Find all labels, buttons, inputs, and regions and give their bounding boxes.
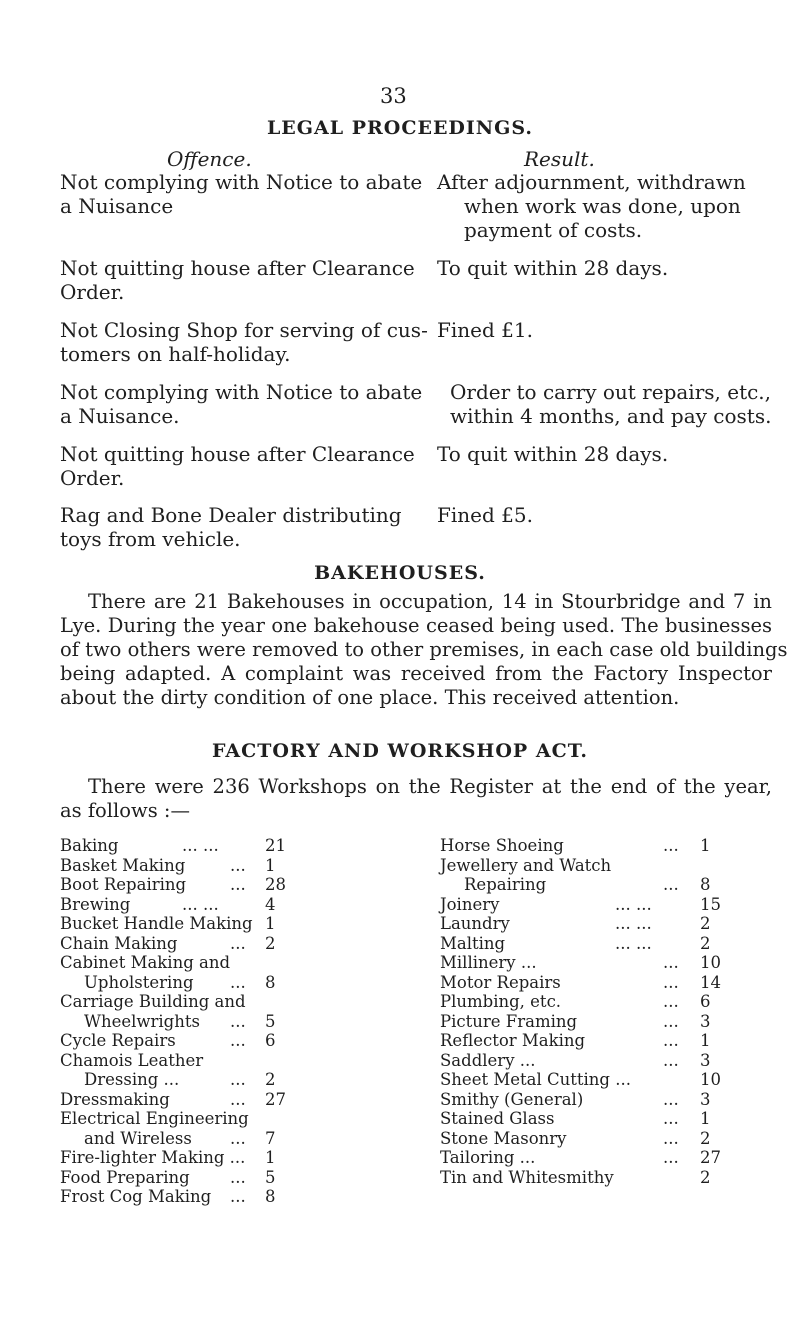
workshop-count: 4 xyxy=(265,894,276,914)
legal-proceedings-heading: LEGAL PROCEEDINGS. xyxy=(266,117,534,139)
workshop-row xyxy=(60,856,350,876)
workshop-count: 2 xyxy=(265,933,276,953)
workshop-row xyxy=(440,934,740,954)
workshop-row xyxy=(60,895,350,915)
case-4-result xyxy=(450,380,790,428)
workshop-type: Tailoring ... xyxy=(440,1148,536,1167)
workshop-row xyxy=(440,953,740,973)
workshop-row xyxy=(440,1012,740,1032)
text-line: Order to carry out repairs, etc., xyxy=(450,380,772,404)
workshop-row xyxy=(60,1070,350,1090)
workshop-count: 2 xyxy=(700,1167,711,1187)
workshop-type: Stained Glass xyxy=(440,1109,555,1128)
case-3-offence xyxy=(60,318,430,366)
workshop-count: 2 xyxy=(700,1128,711,1148)
leader-dots: ... xyxy=(230,1187,246,1206)
case-5-result xyxy=(437,442,777,466)
workshop-type: Dressmaking xyxy=(60,1089,170,1109)
workshop-type: Bucket Handle Making xyxy=(60,914,253,933)
workshop-type: Chamois Leather xyxy=(60,1050,204,1070)
workshop-row xyxy=(440,1051,740,1071)
leader-dots: ... ... xyxy=(182,894,219,914)
text-line: as follows :— xyxy=(60,799,190,822)
workshop-row xyxy=(60,1090,350,1110)
text-line: There are 21 Bakehouses in occupation, 14 in Stourbridge and 7 in xyxy=(88,590,772,613)
workshop-row xyxy=(440,1090,740,1110)
text-line: Fined £1. xyxy=(437,318,533,342)
leader-dots: ... xyxy=(663,1089,679,1109)
leader-dots: ... xyxy=(663,1109,679,1128)
workshop-type: Sheet Metal Cutting ... xyxy=(440,1070,631,1089)
workshop-row xyxy=(440,836,740,856)
leader-dots: ... xyxy=(230,1011,246,1031)
workshop-type: Reflector Making xyxy=(440,1031,586,1050)
workshop-type: Dressing ... xyxy=(84,1070,180,1089)
workshop-type: Picture Framing xyxy=(440,1011,578,1031)
workshop-row xyxy=(440,1148,740,1168)
workshop-type: Plumbing, etc. xyxy=(440,992,562,1011)
workshop-count: 10 xyxy=(700,953,721,972)
text-line: payment of costs. xyxy=(464,218,643,242)
workshop-row xyxy=(60,875,350,895)
workshop-row xyxy=(440,1129,740,1149)
case-5-offence xyxy=(60,442,430,490)
workshop-row xyxy=(60,1168,350,1188)
workshop-count: 28 xyxy=(265,875,286,894)
text-line: toys from vehicle. xyxy=(60,527,241,551)
text-line: Lye. During the year one bakehouse ceased being used. The businesses xyxy=(60,614,772,637)
leader-dots: ... xyxy=(230,1089,246,1109)
workshop-count: 1 xyxy=(700,836,711,855)
leader-dots: ... ... xyxy=(182,836,219,855)
leader-dots: ... xyxy=(230,855,246,875)
workshop-row xyxy=(440,973,740,993)
workshop-row xyxy=(60,1148,350,1168)
workshop-count: 14 xyxy=(700,972,721,992)
text-line: To quit within 28 days. xyxy=(437,256,669,280)
text-line: Order. xyxy=(60,280,125,304)
case-2-result xyxy=(437,256,777,280)
workshop-count: 21 xyxy=(265,836,286,855)
page-number: 33 xyxy=(380,84,407,108)
workshop-row xyxy=(440,856,740,876)
text-line: being adapted. A complaint was received from the Factory Inspector xyxy=(60,662,772,685)
workshop-count: 8 xyxy=(265,972,276,992)
case-6-offence xyxy=(60,503,430,551)
workshop-row xyxy=(440,1109,740,1129)
workshop-count: 1 xyxy=(700,1031,711,1050)
workshop-count: 8 xyxy=(700,875,711,894)
leader-dots: ... xyxy=(663,972,679,992)
case-2-offence xyxy=(60,256,430,304)
workshop-count: 1 xyxy=(265,914,276,933)
leader-dots: ... xyxy=(663,1050,679,1070)
workshop-type: Upholstering xyxy=(84,972,194,992)
case-4-offence xyxy=(60,380,430,428)
bakehouses-paragraph xyxy=(60,590,788,710)
workshop-type: Boot Repairing xyxy=(60,875,187,894)
workshop-count: 27 xyxy=(700,1148,721,1167)
workshop-type: Smithy (General) xyxy=(440,1089,584,1109)
leader-dots: ... xyxy=(230,875,246,894)
leader-dots: ... xyxy=(230,1070,246,1089)
workshop-row xyxy=(60,1109,350,1129)
text-line: Order. xyxy=(60,466,125,490)
text-line: Not complying with Notice to abate xyxy=(60,170,423,194)
text-line: There were 236 Workshops on the Register at the end of the year, xyxy=(88,775,772,798)
workshop-type: Frost Cog Making xyxy=(60,1187,212,1206)
case-6-result xyxy=(437,503,777,527)
leader-dots: ... xyxy=(663,875,679,894)
result-column-label: Result. xyxy=(524,147,595,171)
workshop-type: Malting xyxy=(440,933,506,953)
leader-dots: ... ... xyxy=(615,933,652,953)
workshop-type: Jewellery and Watch xyxy=(440,855,612,875)
workshop-list-right xyxy=(440,836,740,1187)
workshop-type: Electrical Engineering xyxy=(60,1109,249,1128)
leader-dots: ... xyxy=(230,1167,246,1187)
workshop-type: Carriage Building and xyxy=(60,992,246,1011)
workshop-type: Cabinet Making and xyxy=(60,953,231,972)
offence-column-label: Offence. xyxy=(167,147,252,171)
workshop-count: 1 xyxy=(700,1109,711,1128)
case-3-result xyxy=(437,318,777,342)
workshop-count: 5 xyxy=(265,1011,276,1031)
leader-dots: ... ... xyxy=(615,894,652,914)
workshop-count: 3 xyxy=(700,1089,711,1109)
workshop-type: Motor Repairs xyxy=(440,972,561,992)
bakehouses-heading: BAKEHOUSES. xyxy=(314,562,486,584)
leader-dots: ... xyxy=(230,1128,246,1148)
workshop-type: Repairing xyxy=(464,875,547,894)
workshop-row xyxy=(60,1051,350,1071)
text-line: Rag and Bone Dealer distributing xyxy=(60,503,402,527)
text-line: Not quitting house after Clearance xyxy=(60,442,415,466)
workshop-type: Fire-lighter Making ... xyxy=(60,1148,246,1167)
workshop-count: 6 xyxy=(700,992,711,1011)
workshop-type: Stone Masonry xyxy=(440,1128,567,1148)
text-line: about the dirty condition of one place. This received attention. xyxy=(60,686,680,709)
factory-paragraph xyxy=(60,775,772,823)
workshop-type: Cycle Repairs xyxy=(60,1031,176,1050)
workshop-row xyxy=(60,1012,350,1032)
workshop-type: Chain Making xyxy=(60,933,178,953)
leader-dots: ... xyxy=(663,992,679,1011)
workshop-row xyxy=(440,1031,740,1051)
workshop-row xyxy=(60,953,350,973)
workshop-type: Tin and Whitesmithy xyxy=(440,1167,614,1187)
text-line: Fined £5. xyxy=(437,503,533,527)
workshop-row xyxy=(60,1031,350,1051)
workshop-row xyxy=(60,973,350,993)
text-line: of two others were removed to other premises, in each case old buildings xyxy=(60,638,788,661)
text-line: when work was done, upon xyxy=(464,194,741,218)
workshop-row xyxy=(60,934,350,954)
workshop-row xyxy=(440,1168,740,1188)
workshop-type: and Wireless xyxy=(84,1128,192,1148)
case-1-offence xyxy=(60,170,430,218)
workshop-count: 2 xyxy=(700,914,711,933)
workshop-count: 27 xyxy=(265,1089,286,1109)
workshop-type: Baking xyxy=(60,836,119,855)
leader-dots: ... xyxy=(663,1011,679,1031)
leader-dots: ... xyxy=(230,1031,246,1050)
workshop-type: Joinery xyxy=(440,894,500,914)
leader-dots: ... xyxy=(663,1128,679,1148)
text-line: Not Closing Shop for serving of cus- xyxy=(60,318,428,342)
workshop-type: Millinery ... xyxy=(440,953,537,972)
workshop-type: Saddlery ... xyxy=(440,1050,536,1070)
workshop-type: Laundry xyxy=(440,914,510,933)
text-line: After adjournment, withdrawn xyxy=(437,170,746,194)
workshop-count: 6 xyxy=(265,1031,276,1050)
workshop-count: 2 xyxy=(265,1070,276,1089)
workshop-count: 5 xyxy=(265,1167,276,1187)
workshop-row xyxy=(440,875,740,895)
workshop-row xyxy=(60,836,350,856)
workshop-count: 15 xyxy=(700,894,721,914)
text-line: a Nuisance xyxy=(60,194,174,218)
workshop-type: Horse Shoeing xyxy=(440,836,564,855)
workshop-count: 8 xyxy=(265,1187,276,1206)
workshop-count: 3 xyxy=(700,1011,711,1031)
text-line: Not complying with Notice to abate xyxy=(60,380,423,404)
workshop-row xyxy=(60,1187,350,1207)
leader-dots: ... xyxy=(663,953,679,972)
workshop-row xyxy=(440,992,740,1012)
text-line: within 4 months, and pay costs. xyxy=(450,404,772,428)
leader-dots: ... xyxy=(663,1031,679,1050)
workshop-row xyxy=(60,992,350,1012)
workshop-row xyxy=(440,914,740,934)
workshop-count: 7 xyxy=(265,1128,276,1148)
workshop-row xyxy=(60,1129,350,1149)
leader-dots: ... ... xyxy=(615,914,652,933)
workshop-count: 10 xyxy=(700,1070,721,1089)
leader-dots: ... xyxy=(230,933,246,953)
workshop-list-left xyxy=(60,836,350,1207)
workshop-count: 3 xyxy=(700,1050,711,1070)
leader-dots: ... xyxy=(230,972,246,992)
factory-workshop-heading: FACTORY AND WORKSHOP ACT. xyxy=(212,740,588,762)
workshop-row xyxy=(440,1070,740,1090)
workshop-count: 1 xyxy=(265,855,276,875)
text-line: a Nuisance. xyxy=(60,404,180,428)
workshop-type: Basket Making xyxy=(60,855,186,875)
workshop-count: 1 xyxy=(265,1148,276,1167)
workshop-row xyxy=(440,895,740,915)
workshop-type: Wheelwrights xyxy=(84,1011,200,1031)
workshop-row xyxy=(60,914,350,934)
workshop-count: 2 xyxy=(700,933,711,953)
case-1-result xyxy=(437,170,777,242)
leader-dots: ... xyxy=(663,1148,679,1167)
leader-dots: ... xyxy=(663,836,679,855)
text-line: Not quitting house after Clearance xyxy=(60,256,415,280)
workshop-type: Food Preparing xyxy=(60,1167,190,1187)
workshop-type: Brewing xyxy=(60,894,131,914)
text-line: To quit within 28 days. xyxy=(437,442,669,466)
text-line: tomers on half-holiday. xyxy=(60,342,291,366)
